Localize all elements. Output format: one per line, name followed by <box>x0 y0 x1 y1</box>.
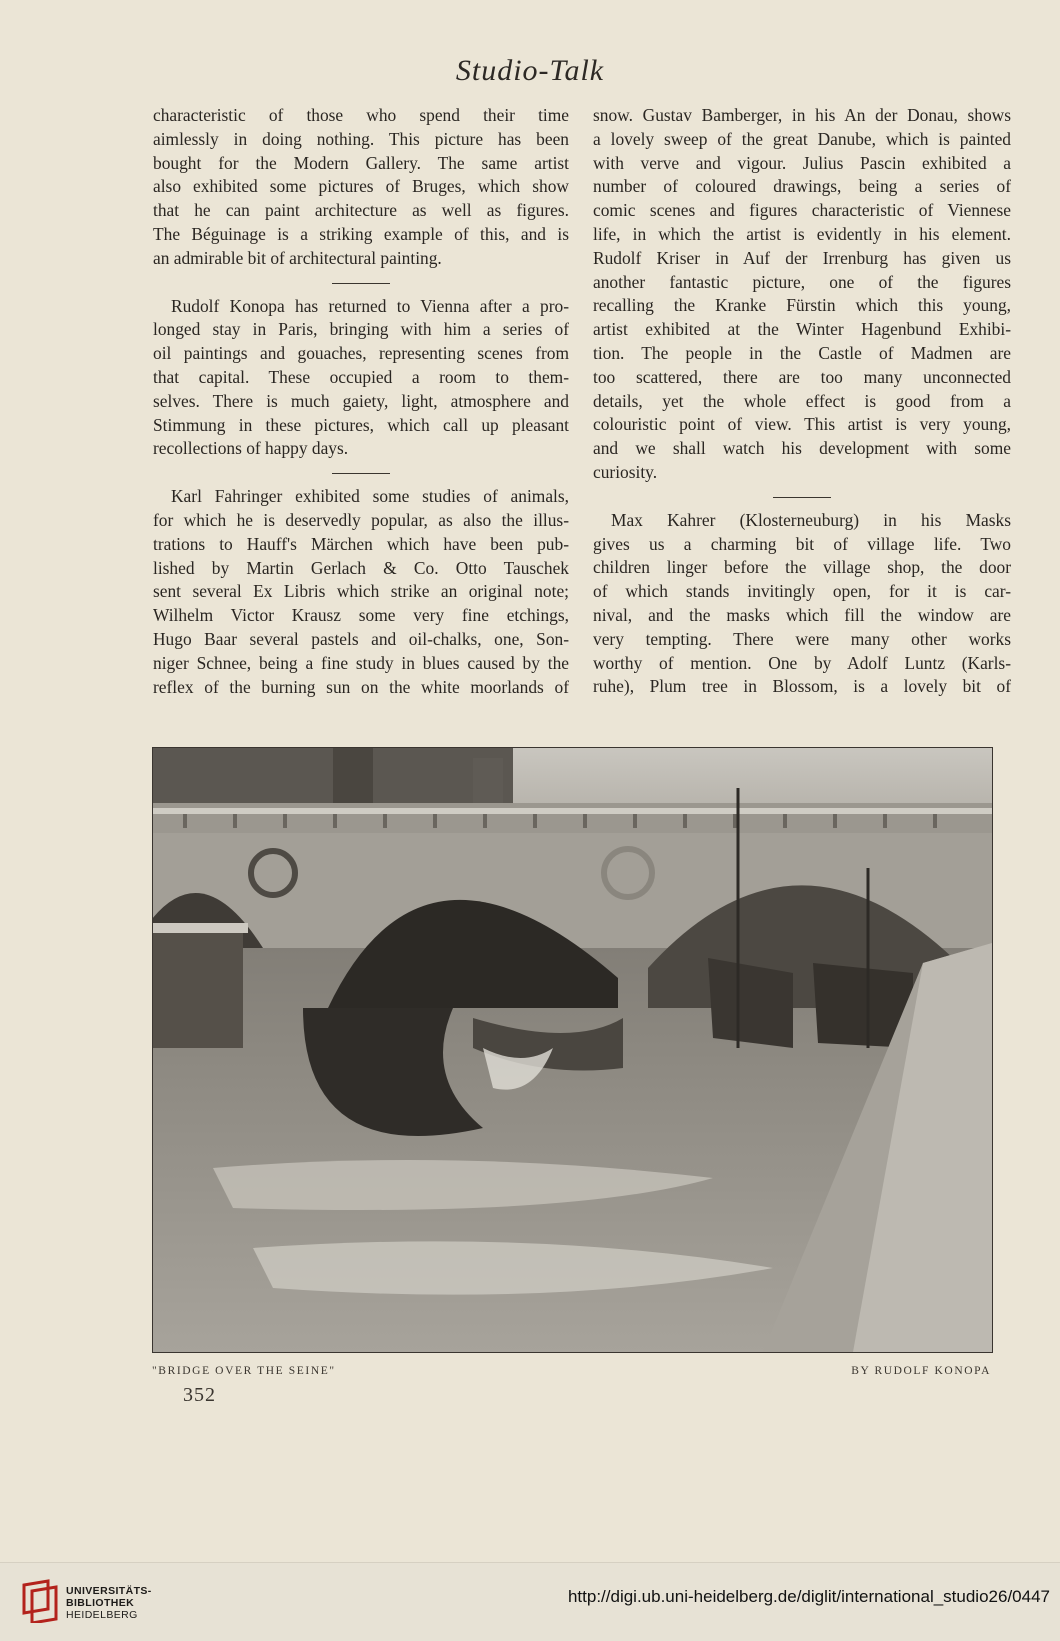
text-line: recollections of happy days. <box>153 438 349 459</box>
text-line: comic scenes and figures characteristic of Viennese <box>593 200 1011 221</box>
text-line: Hugo Baar several pastels and oil-chalks, one, Son- <box>153 628 569 649</box>
text-line: aimlessly in doing nothing. This picture has been <box>153 128 569 149</box>
text-line: another fantastic picture, one of the figures <box>593 271 1011 292</box>
page-number: 352 <box>183 1384 216 1406</box>
text-line: bought for the Modern Gallery. The same artist <box>153 152 569 173</box>
text-line: Rudolf Konopa has returned to Vienna after a pro- <box>171 295 569 316</box>
text-line: sent several Ex Libris which strike an original note; <box>153 581 569 602</box>
text-line: curiosity. <box>593 461 658 482</box>
text-line: Wilhelm Victor Krausz some very fine etchings, <box>153 605 569 626</box>
text-line: with verve and vigour. Julius Pascin exhibited a <box>593 152 1011 173</box>
text-line: reflex of the burning sun on the white moorlands of <box>153 676 569 697</box>
text-line: gives us a charming bit of village life. Two <box>593 533 1011 554</box>
text-line: lished by Martin Gerlach & Co. Otto Tauschek <box>153 557 569 578</box>
library-name-line: UNIVERSITÄTS- <box>66 1585 152 1597</box>
library-name-line: BIBLIOTHEK <box>66 1597 135 1609</box>
text-line: details, yet the whole effect is good from a <box>593 390 1011 411</box>
text-line: selves. There is much gaiety, light, atmosphere and <box>153 390 569 411</box>
text-line: characteristic of those who spend their time <box>153 105 569 125</box>
text-line: number of coloured drawings, being a series of <box>593 176 1011 197</box>
text-line: for which he is deservedly popular, as also the illus- <box>153 509 569 530</box>
running-head: Studio-Talk <box>455 54 605 87</box>
text-line: ruhe), Plum tree in Blossom, is a lovely bit of <box>593 676 1011 697</box>
text-line: that he can paint architecture as well as figures. <box>153 200 569 221</box>
section-divider <box>153 461 569 485</box>
text-line: recalling the Kranke Fürstin which this young, <box>593 295 1011 316</box>
text-line: life, in which the artist is evidently in his element. <box>593 223 1011 244</box>
text-line: and we shall watch his development with some <box>593 438 1011 459</box>
text-line: tion. The people in the Castle of Madmen are <box>593 342 1011 363</box>
plate-caption-title: "BRIDGE OVER THE SEINE" <box>152 1365 336 1377</box>
right-text-column <box>593 104 1011 699</box>
library-name-line: HEIDELBERG <box>66 1609 138 1621</box>
text-line: Stimmung in these pictures, which call up pleasant <box>153 414 569 435</box>
text-line: trations to Hauff's Märchen which have been pub- <box>153 533 569 554</box>
text-line: children linger before the village shop, the door <box>593 557 1011 578</box>
source-url-link[interactable]: http://digi.ub.uni-heidelberg.de/diglit/international_studio26/0447 <box>567 1587 1050 1606</box>
text-line: Rudolf Kriser in Auf der Irrenburg has given us <box>593 247 1011 268</box>
left-text-column <box>153 104 569 699</box>
section-divider <box>593 485 1011 509</box>
text-line: niger Schnee, being a fine study in blues caused by the <box>153 652 569 673</box>
library-name <box>66 1585 152 1621</box>
text-line: The Béguinage is a striking example of this, and is <box>153 223 569 244</box>
text-line: that capital. These occupied a room to them- <box>153 366 569 387</box>
text-line: very tempting. There were many other works <box>593 628 1011 649</box>
plate-caption-credit: BY RUDOLF KONOPA <box>851 1365 991 1377</box>
text-line: artist exhibited at the Winter Hagenbund Exhibi- <box>593 319 1011 340</box>
text-line: oil paintings and gouaches, representing scenes from <box>153 343 569 364</box>
text-line: longed stay in Paris, bringing with him a series of <box>153 319 569 340</box>
text-line: too scattered, there are too many unconnected <box>593 366 1011 387</box>
text-line: nival, and the masks which fill the window are <box>593 604 1011 625</box>
text-line: a lovely sweep of the great Danube, which is painted <box>593 128 1011 149</box>
text-line: of which stands invitingly open, for it is car- <box>593 581 1011 602</box>
digitization-footer <box>0 1562 1060 1641</box>
text-line: also exhibited some pictures of Bruges, which show <box>153 176 569 197</box>
text-line: Karl Fahringer exhibited some studies of animals, <box>171 486 569 507</box>
text-line: an admirable bit of architectural painting. <box>153 247 442 268</box>
text-line: worthy of mention. One by Adolf Luntz (Karls- <box>593 652 1011 673</box>
bridge-painting-illustration <box>152 747 993 1353</box>
text-line: Max Kahrer (Klosterneuburg) in his Masks <box>611 509 1011 530</box>
section-divider <box>153 271 569 295</box>
text-line: colouristic point of view. This artist is very young, <box>593 414 1011 435</box>
library-logo-icon <box>20 1579 60 1623</box>
text-line: snow. Gustav Bamberger, in his An der Donau, shows <box>593 105 1011 125</box>
